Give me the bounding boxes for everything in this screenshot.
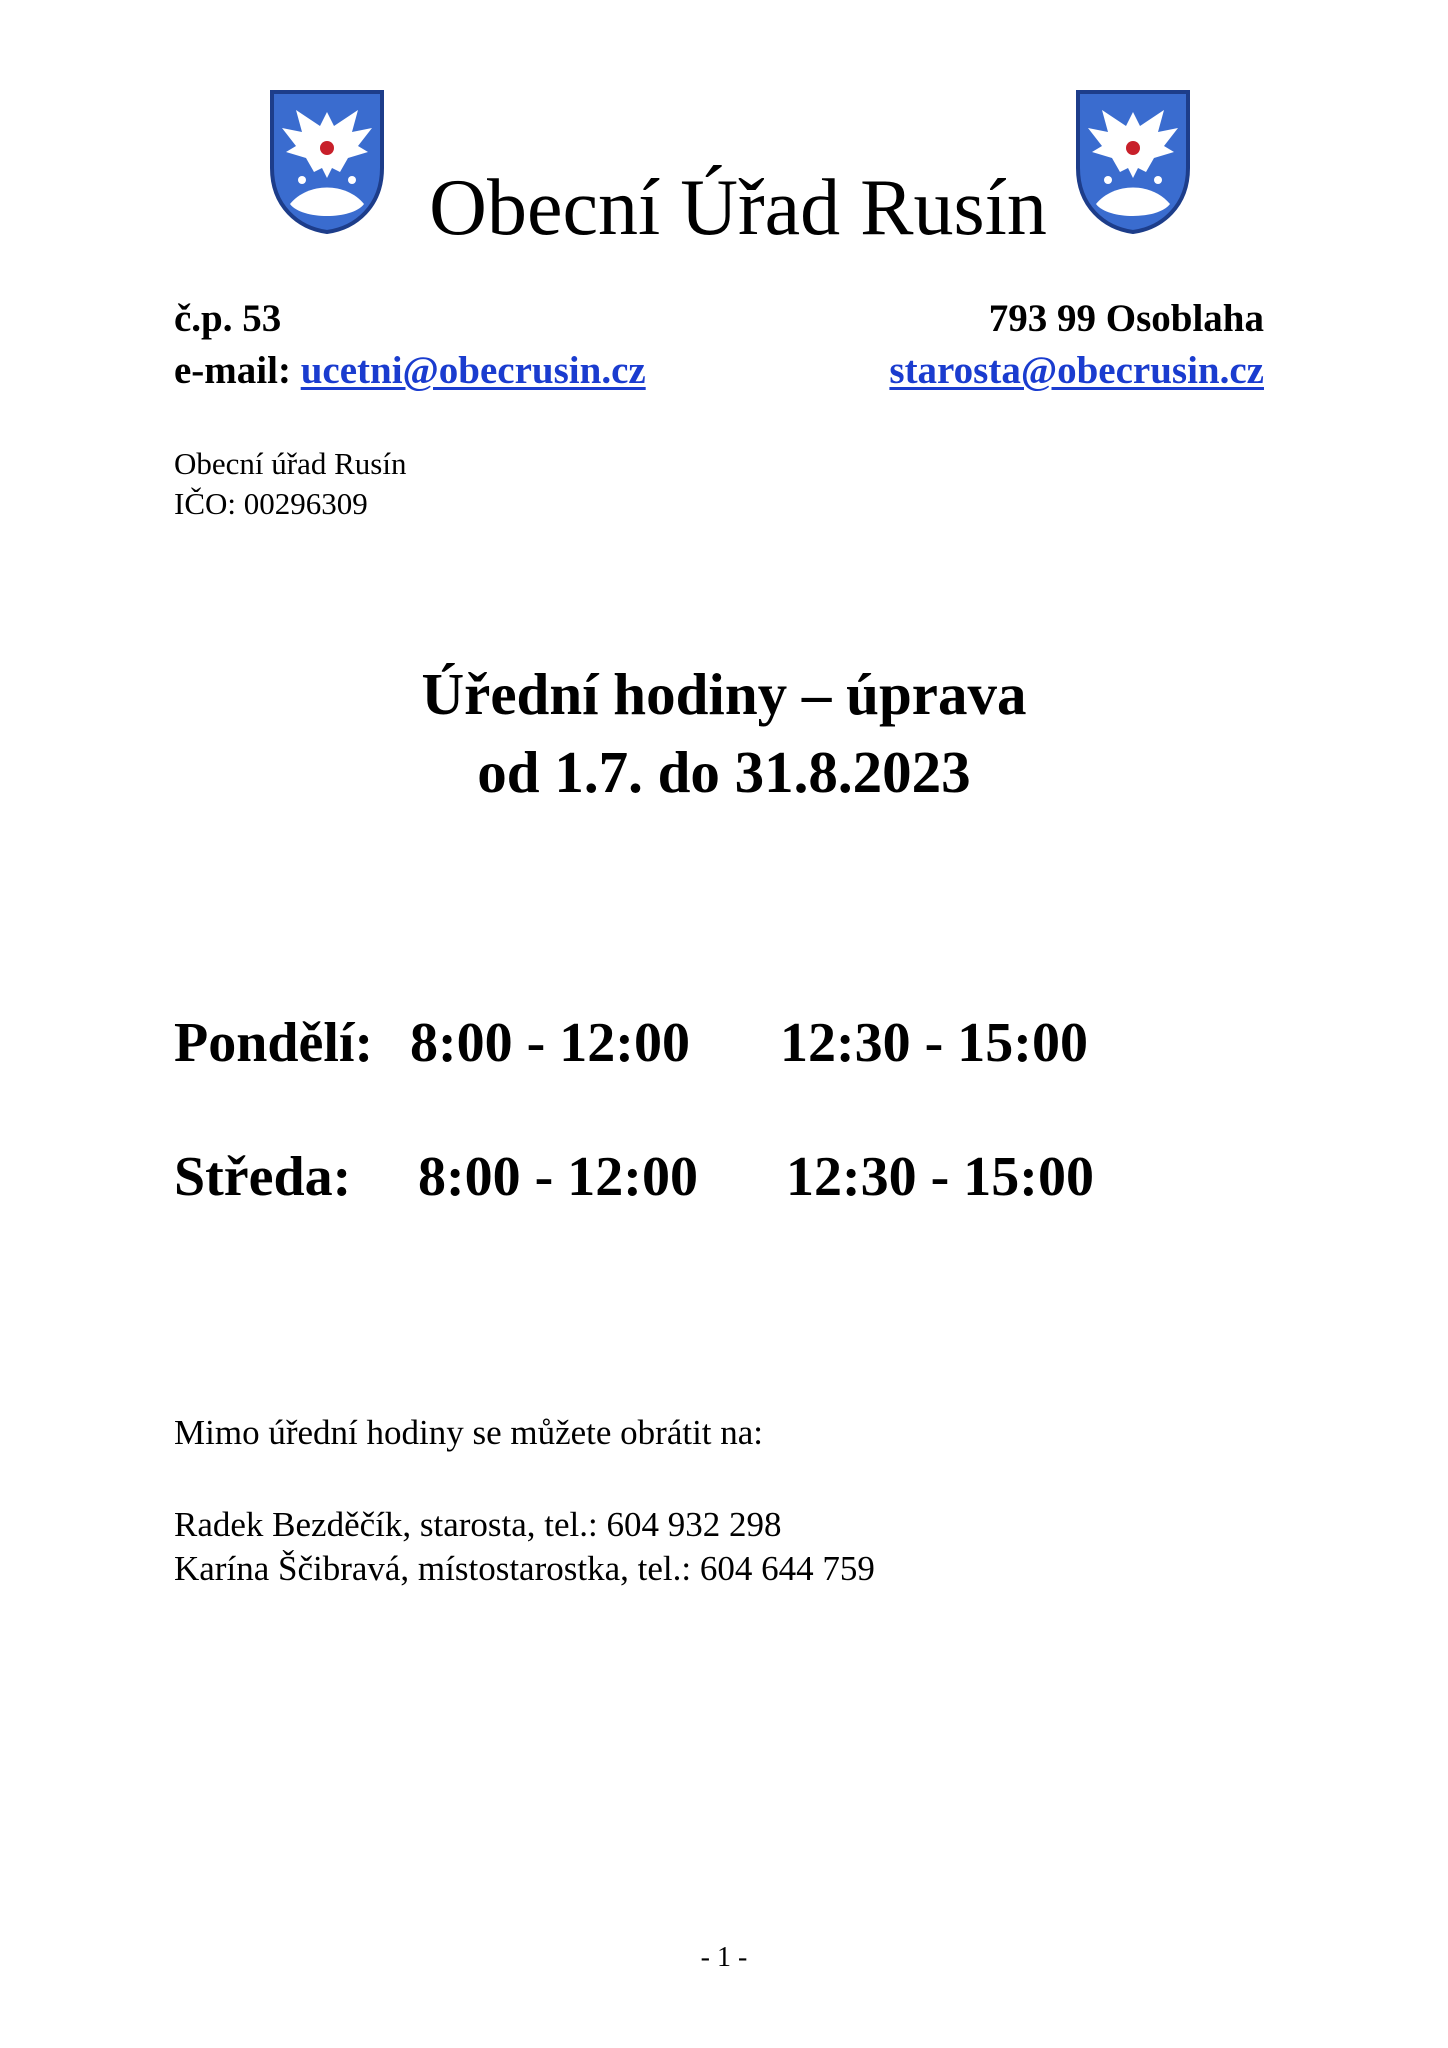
org-ico: IČO: 00296309 [174,486,368,521]
crest-left-icon [268,88,386,234]
notice-heading: Úřední hodiny – úprava [421,661,1027,727]
page-title: Obecní Úřad Rusín [429,164,1047,252]
contact-deputy-mayor: Karína Ščibravá, místostarostka, tel.: 604 644 759 [174,1549,875,1588]
contact-mayor: Radek Bezděčík, starosta, tel.: 604 932 298 [174,1505,782,1544]
email-label: e-mail: [174,349,291,392]
address-city: 793 99 Osoblaha [988,297,1264,340]
schedule-monday-morning: 8:00 - 12:00 [410,1012,690,1074]
page-number: - 1 - [700,1942,748,1973]
contacts-intro: Mimo úřední hodiny se můžete obrátit na: [174,1413,764,1452]
crest-right-icon [1074,88,1192,234]
email-link-ucetni[interactable]: ucetni@obecrusin.cz [300,349,646,392]
org-name: Obecní úřad Rusín [174,446,407,481]
schedule-wednesday-morning: 8:00 - 12:00 [418,1146,698,1208]
schedule-day-monday: Pondělí: [174,1012,374,1074]
email-row [174,346,646,396]
address-street: č.p. 53 [174,297,282,340]
notice-period: od 1.7. do 31.8.2023 [477,739,971,805]
schedule-monday-afternoon: 12:30 - 15:00 [780,1012,1088,1074]
email-link-starosta[interactable]: starosta@obecrusin.cz [889,349,1264,392]
schedule-day-wednesday: Středa: [174,1146,352,1208]
schedule-wednesday-afternoon: 12:30 - 15:00 [786,1146,1094,1208]
